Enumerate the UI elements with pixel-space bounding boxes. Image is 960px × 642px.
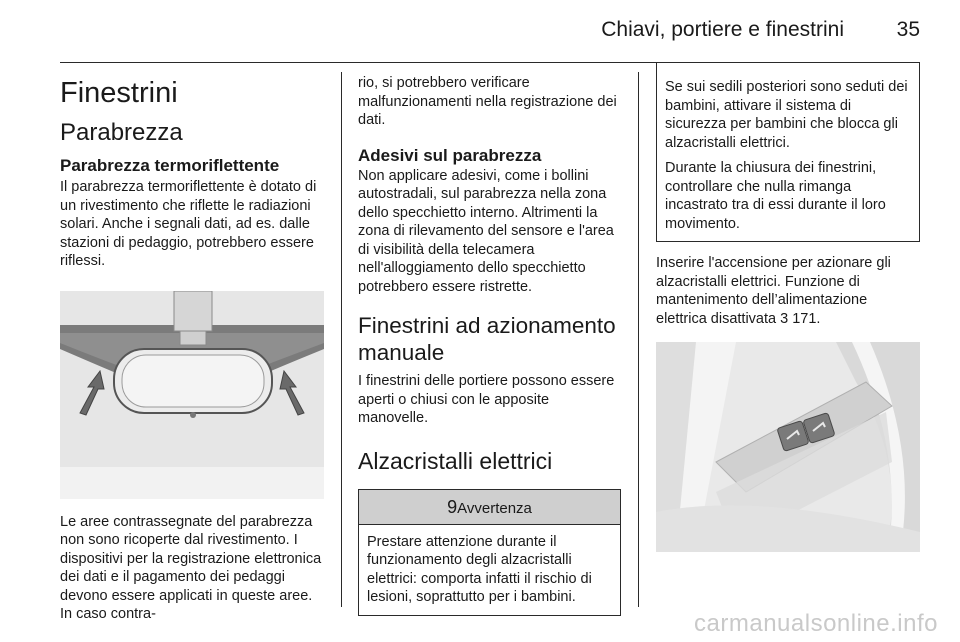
warning-body — [359, 525, 620, 615]
page-reference-icon: 3 — [780, 310, 789, 327]
mirror-illustration — [60, 291, 324, 499]
ignition-text: Inserire l'accensione per azionare gli alzacristalli elettrici. Funzione di mantenimento dell’alimentazione elettrica disattivata — [656, 255, 891, 327]
paragraph: Il parabrezza termoriflettente è dotato di un rivestimento che riflette le radiazioni solari. Anche i segnali dati, ad es. dalle stazioni di pedaggio, potrebbero essere riflessi. — [60, 179, 317, 269]
page-reference[interactable]: 171. — [792, 310, 821, 327]
warning-text: Prestare attenzione durante il funzionamento degli alzacristalli elettrici: comporta infatti il rischio di lesioni, soprattutto per i bambini. — [367, 533, 592, 605]
subsection-heading: Parabrezza termoriflettente — [60, 156, 280, 175]
warning-box-continued — [656, 62, 920, 242]
paragraph: I finestrini delle portiere possono essere aperti o chiusi con le apposite manovelle. — [358, 373, 615, 426]
paragraph: Le aree contrassegnate del parabrezza non sono ricoperte dal rivestimento. I dispositivi per la registrazione elettronica dei dati e il pagamento dei pedaggi devono essere applicati in queste aree. In caso contra- — [60, 513, 322, 622]
column-divider — [638, 72, 639, 607]
chapter-heading: Finestrini — [60, 77, 178, 109]
warning-title: Avvertenza — [457, 499, 532, 517]
paragraph: Non applicare adesivi, come i bollini autostradali, sul parabrezza nella zona dello specchietto interno. Altrimenti la zona di rilevamento del sensore e l'area di visibilità della telecamera nell'alloggiamento dello specchietto potrebbero essere ristrette. — [358, 167, 614, 295]
window-switch-illustration — [656, 342, 920, 552]
column-divider — [341, 72, 342, 607]
warning-text: Durante la chiusura dei finestrini, controllare che nulla rimanga incastrato tra di essi durante il loro movimento. — [665, 160, 886, 232]
warning-header — [359, 490, 620, 525]
column-3 — [656, 62, 920, 552]
subsection-heading: Adesivi sul parabrezza — [358, 145, 542, 165]
section-heading: Alzacristalli elettrici — [358, 447, 553, 474]
section-heading: Finestrini ad azionamento manuale — [358, 313, 616, 365]
windscreen-figure — [60, 291, 324, 499]
paragraph — [656, 254, 920, 328]
window-switch-figure — [656, 342, 920, 552]
paragraph: rio, si potrebbero verificare malfunzionamenti nella registrazione dei dati. — [358, 75, 617, 128]
page-number: 35 — [896, 18, 920, 41]
section-heading: Parabrezza — [60, 119, 183, 146]
watermark: carmanualsonline.info — [694, 610, 938, 637]
warning-box — [358, 489, 621, 616]
column-2 — [358, 72, 621, 616]
column-1 — [60, 72, 324, 624]
warning-text: Se sui sedili posteriori sono seduti dei bambini, attivare il sistema di sicurezza per bambini che blocca gli alzacristalli elettrici. — [665, 79, 908, 151]
running-title: Chiavi, portiere e finestrini — [601, 18, 844, 41]
warning-triangle-icon: 9 — [447, 496, 458, 517]
page-header — [60, 0, 920, 63]
